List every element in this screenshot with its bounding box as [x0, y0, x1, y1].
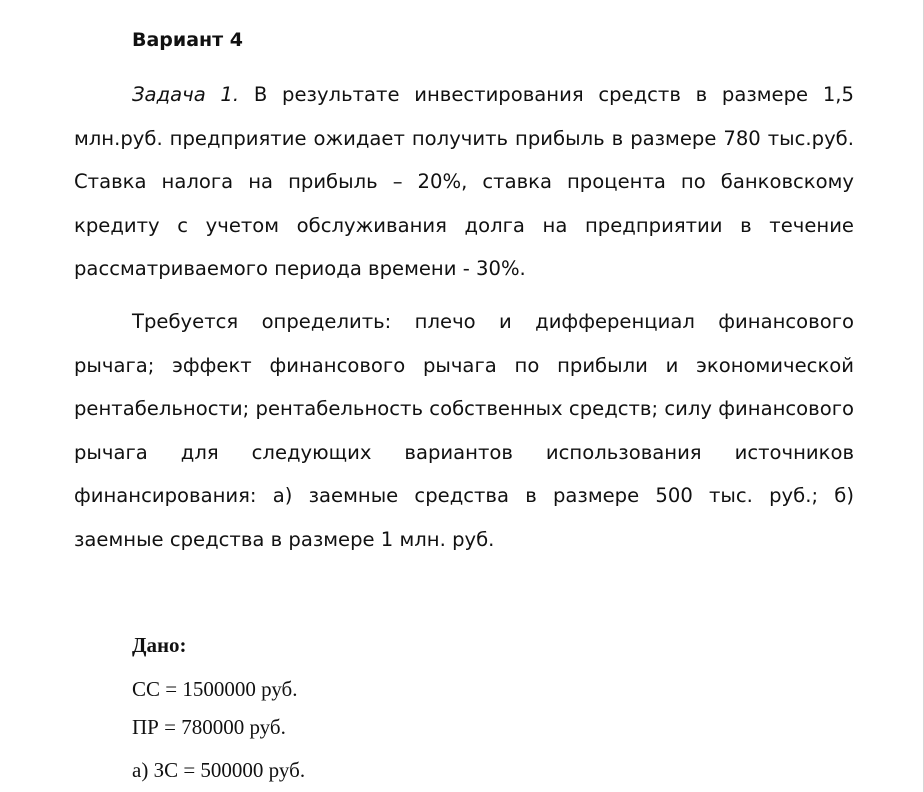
given-line-equity: СС = 1500000 руб.: [132, 677, 298, 701]
variant-heading: Вариант 4: [132, 29, 244, 51]
given-title: Дано:: [132, 633, 187, 657]
task-text: В результате инвестирования средств в размере 1,5 млн.руб. предприятие ожидает получить прибыль в размере 780 тыс.руб. Ставка налога на прибыль – 20%, ставка процента по банковскому кредиту с учетом обслуживания долга на предприятии в течение рассматриваемого периода времени - 30%.: [74, 83, 854, 280]
task-label: Задача 1.: [132, 83, 240, 106]
given-line-profit: ПР = 780000 руб.: [132, 715, 286, 739]
given-line-borrowed: а) ЗС = 500000 руб.: [132, 758, 306, 782]
requirement-paragraph: Требуется определить: плечо и дифференциал финансового рычага; эффект финансового рычага по прибыли и экономической рентабельности; рентабельность собственных средств; силу финансового рычага для следующих вариантов использования источников финансирования: а) заемные средства в размере 500 тыс. руб.; б) заемные средства в размере 1 млн. руб.: [74, 310, 854, 551]
task-paragraph: [74, 73, 854, 291]
